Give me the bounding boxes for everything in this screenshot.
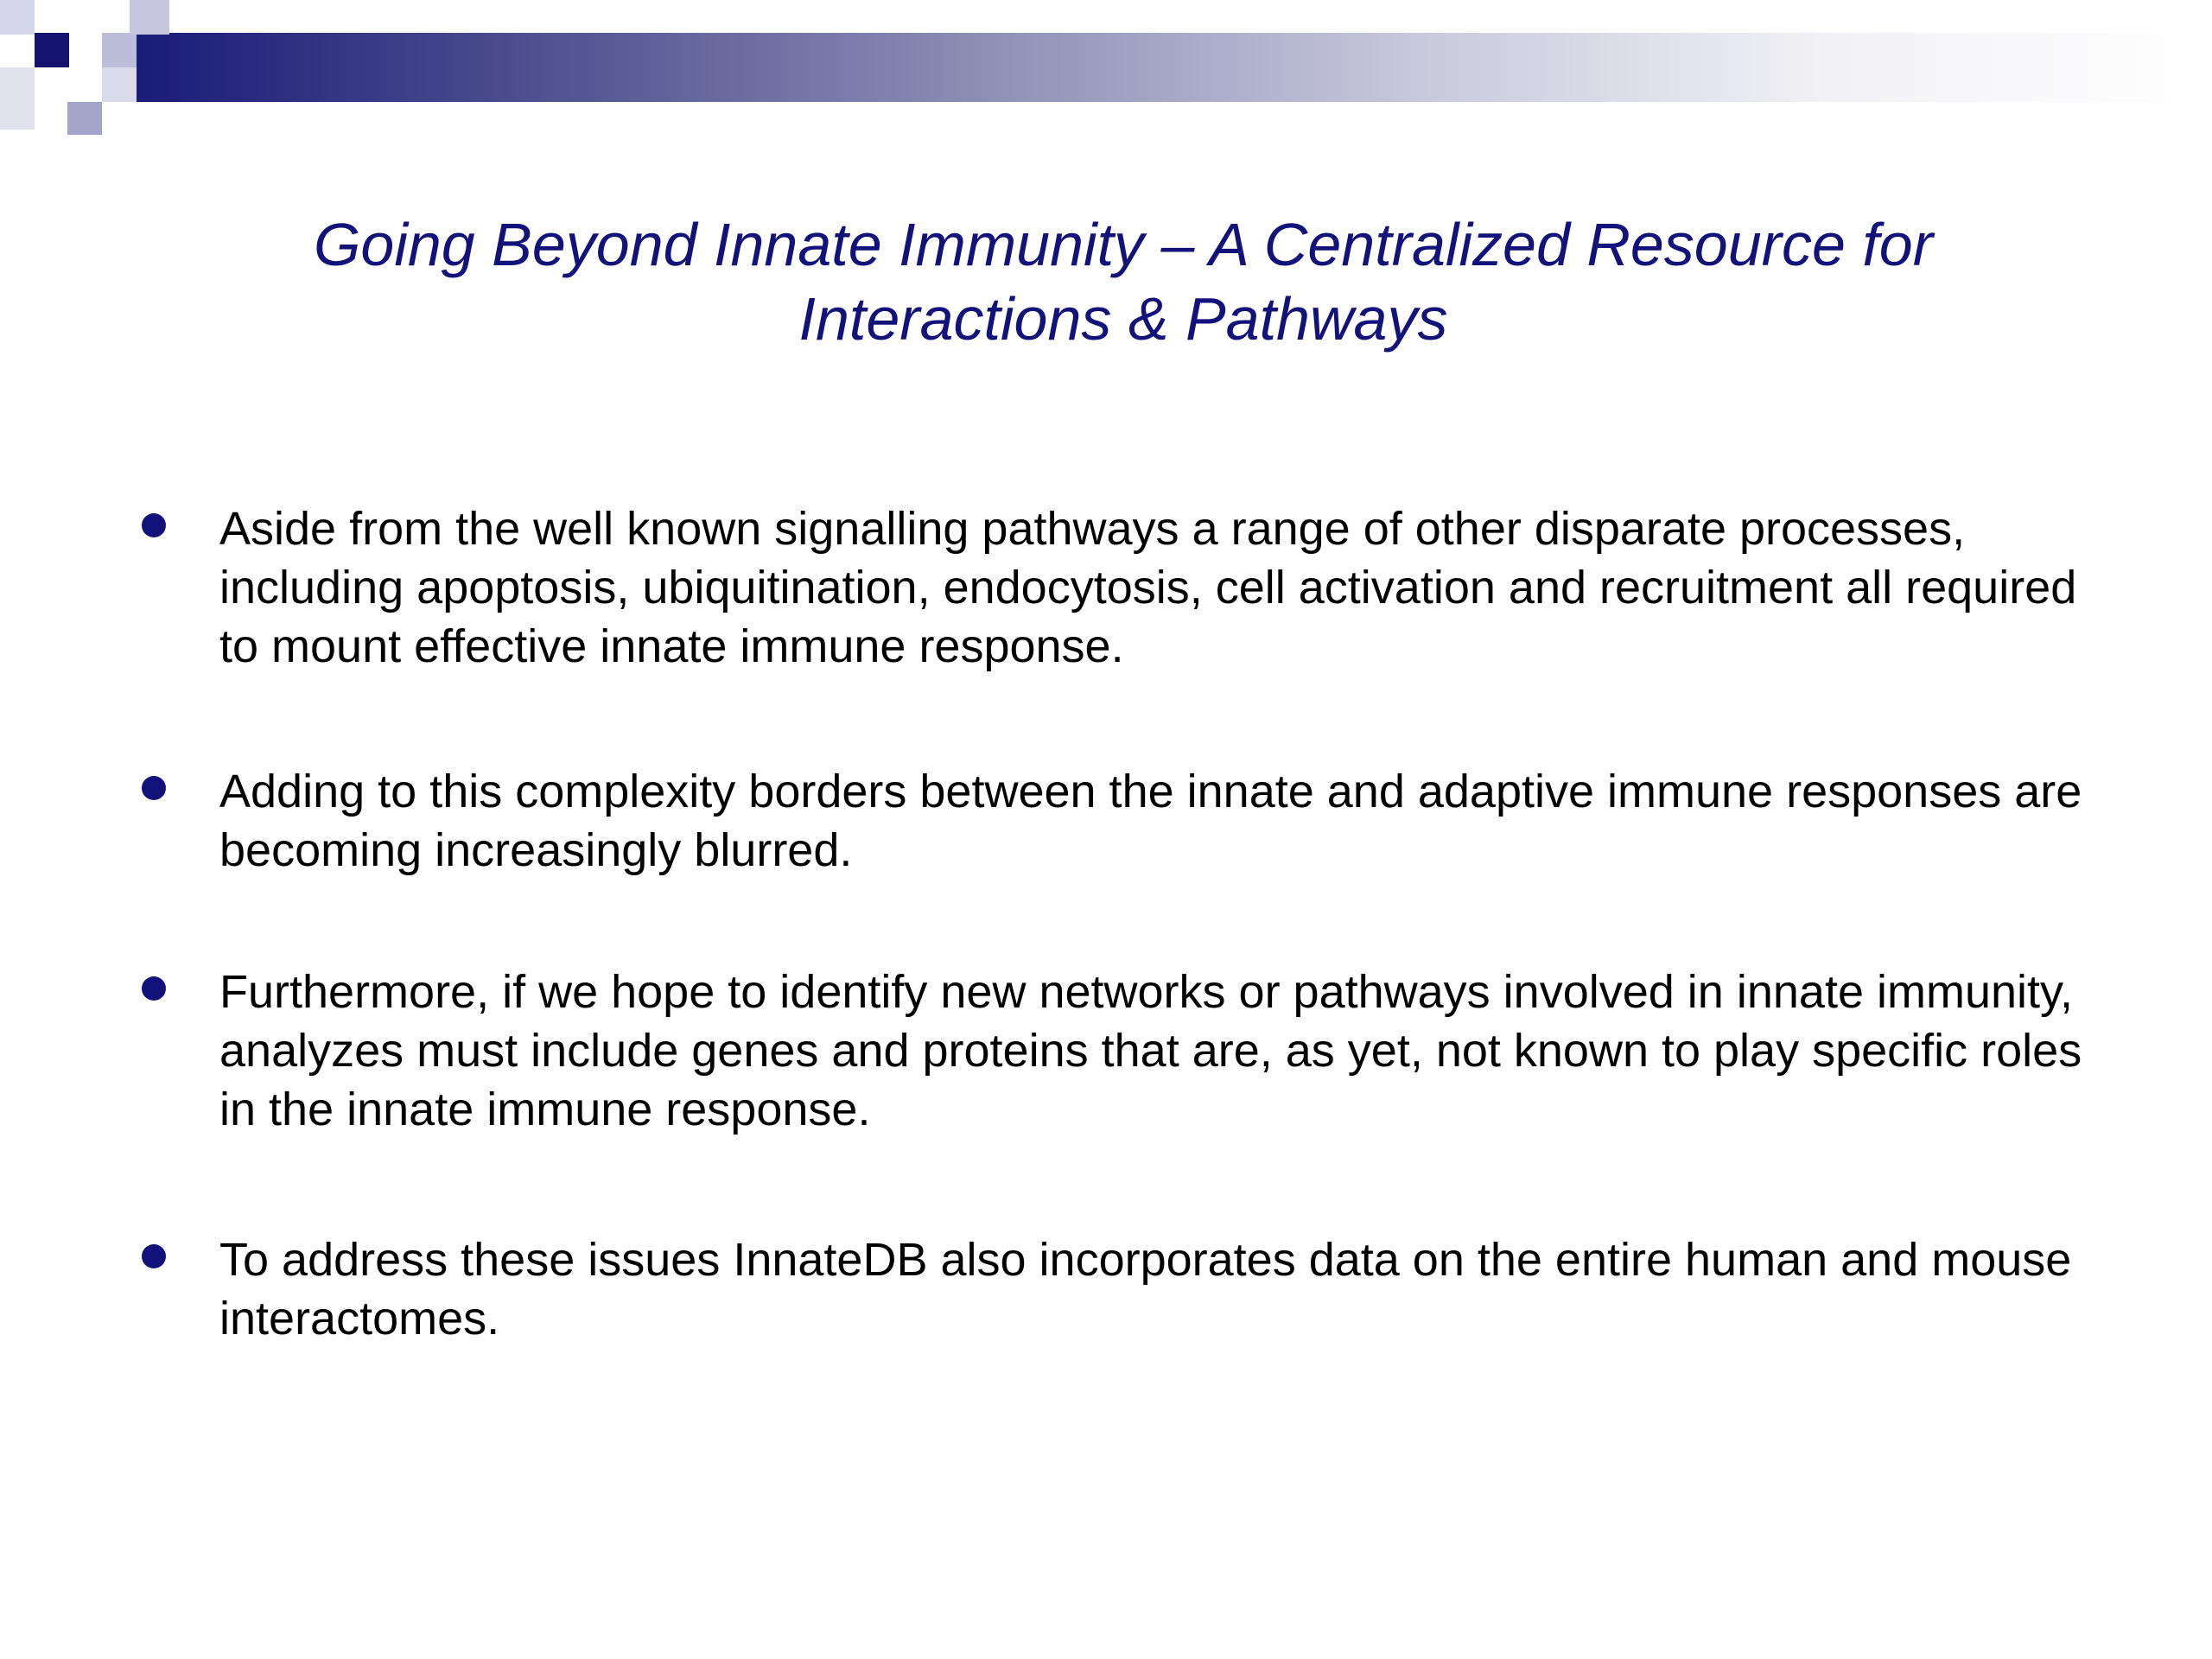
bullet-dot-icon <box>142 776 166 800</box>
bullet-text: Aside from the well known signalling pathways a range of other disparate processes, including apoptosis, ubiquitination, endocytosis, cell activation and recruitment all required to mount effective innate immune response. <box>219 503 2077 672</box>
bullet-text: To address these issues InnateDB also incorporates data on the entire human and mouse interactomes. <box>219 1234 2072 1344</box>
bullet-dot-icon <box>142 1244 166 1268</box>
bullet-dot-icon <box>142 513 166 537</box>
bullet-text: Adding to this complexity borders between the innate and adaptive immune responses are becoming increasingly blurred. <box>219 766 2082 876</box>
bullet-dot-icon <box>142 976 166 1001</box>
bullet-text: Furthermore, if we hope to identify new networks or pathways involved in innate immunity, analyzes must include genes and proteins that are, as yet, not known to play specific roles in the innate immune response. <box>219 966 2082 1135</box>
slide-title: Going Beyond Innate Immunity – A Centralized Resource for Interactions & Pathways <box>313 211 1934 353</box>
